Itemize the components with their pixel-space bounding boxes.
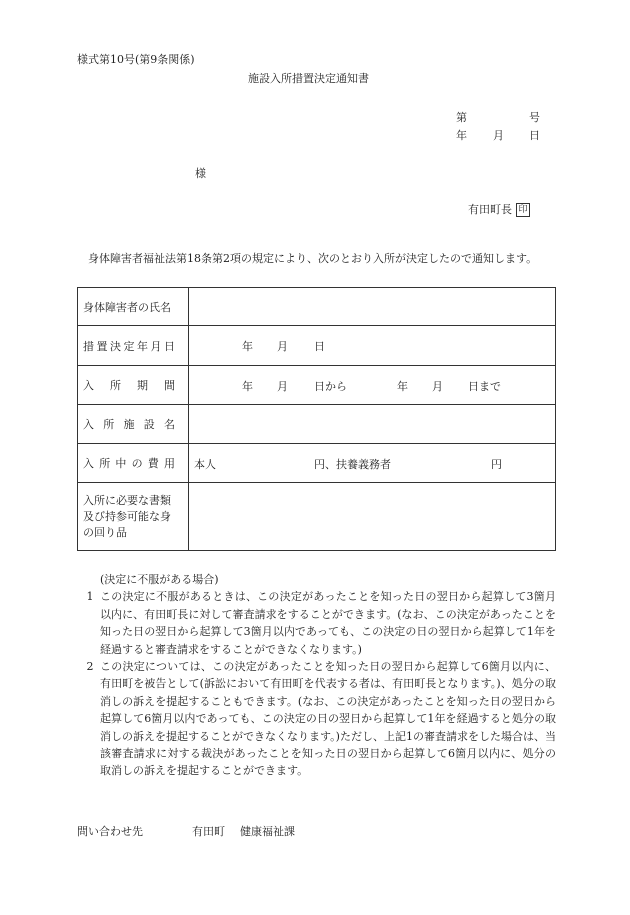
contact-label: 問い合わせ先: [77, 825, 143, 838]
note-item: 2 この決定については、この決定があったことを知った日の翌日から起算して6箇月以内に、有田町を被告として(訴訟において有田町を代表する者は、有田町長となります。)、処分の取消しの訴えを提起することもできます。(なお、この決定があったことを知った日の翌日から起算して6箇月以内であっても、この決定の日の翌日から起算して1年を経過すると処分の取消しの訴えを提起することができなくなります。)ただし、上記1の審査請求をした場合は、当該審査請求に対する裁決があったことを知った日の翌日から起算して6箇月以内に、処分の取消しの訴えを提起することができます。: [86, 660, 556, 778]
form-table: [77, 287, 556, 551]
row-label-belongings: 入所に必要な書類 及び持参可能な身 の回り品: [78, 483, 189, 551]
ref-hi: 日: [529, 129, 540, 142]
row-value-facility[interactable]: [189, 405, 556, 444]
row-value-cost[interactable]: 本人 円、扶養義務者 円: [189, 444, 556, 483]
sender: [468, 203, 530, 217]
table-row: [78, 326, 556, 366]
row-label-period: 入 所 期 間: [78, 366, 189, 405]
seal-mark: 印: [516, 203, 530, 217]
row-value-name[interactable]: [189, 288, 556, 326]
table-row: [78, 366, 556, 405]
document-title: 施設入所措置決定通知書: [248, 72, 369, 85]
row-value-decision-date[interactable]: 年 月 日: [189, 326, 556, 366]
ref-dai: 第: [456, 111, 467, 124]
notes-heading: (決定に不服がある場合): [100, 573, 219, 586]
contact-office: 有田町: [192, 825, 225, 838]
row-value-period[interactable]: 年 月 日から 年 月 日まで: [189, 366, 556, 405]
addressee-sama: 様: [195, 167, 206, 180]
row-label-facility: 入 所 施 設 名: [78, 405, 189, 444]
contact-dept: 健康福祉課: [240, 825, 295, 838]
ref-gou: 号: [529, 111, 540, 124]
table-row: [78, 288, 556, 326]
intro-paragraph: 身体障害者福祉法第18条第2項の規定により、次のとおり入所が決定したので通知します。: [88, 252, 538, 265]
appeal-notes: [80, 571, 556, 780]
sender-name: 有田町長: [468, 203, 512, 216]
ref-nen: 年: [456, 129, 467, 142]
row-value-belongings[interactable]: [189, 483, 556, 551]
table-row: [78, 483, 556, 551]
row-label-cost: 入 所 中 の 費 用: [78, 444, 189, 483]
table-row: [78, 444, 556, 483]
row-label-name: 身体障害者の氏名: [78, 288, 189, 326]
ref-tsuki: 月: [493, 129, 504, 142]
note-item: 1 この決定に不服があるときは、この決定があったことを知った日の翌日から起算して3箇月以内に、有田町長に対して審査請求をすることができます。(なお、この決定があったことを知った日の翌日から起算して3箇月以内であっても、この決定の日の翌日から起算して1年を経過すると審査請求をすることができなくなります。): [86, 590, 556, 656]
table-row: [78, 405, 556, 444]
row-label-decision-date: 措 置 決 定 年 月 日: [78, 326, 189, 366]
form-number: 様式第10号(第9条関係): [77, 53, 195, 66]
